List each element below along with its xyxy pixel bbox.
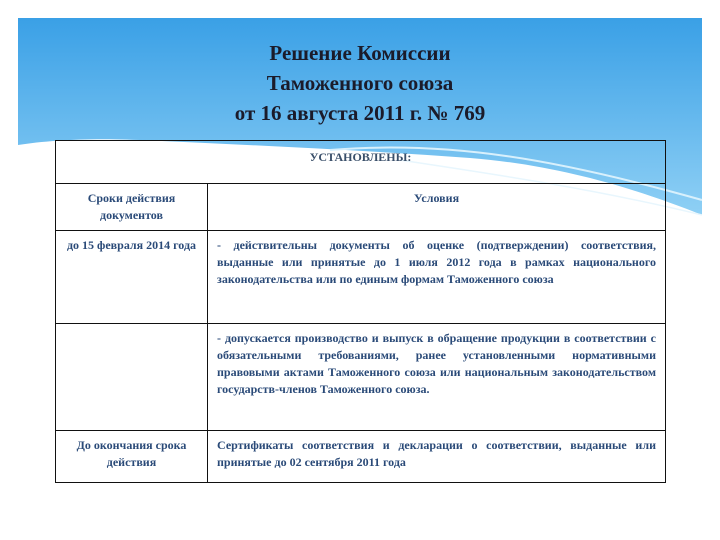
table-row	[56, 431, 666, 483]
column-header: Условия	[208, 184, 666, 231]
title-line: от 16 августа 2011 г. № 769	[234, 101, 486, 125]
column-header: Сроки действия документов	[56, 184, 208, 231]
condition-cell: Сертификаты соответствия и декларации о соответствии, выданные или принятые до 02 сентября 2011 года	[208, 431, 666, 483]
table-row	[56, 324, 666, 431]
term-cell	[56, 324, 208, 431]
term-cell: До окончания срока действия	[56, 431, 208, 483]
table-row	[56, 231, 666, 324]
regulations-table	[55, 140, 666, 483]
title-line: Решение Комиссии	[269, 41, 451, 65]
table-caption: УСТАНОВЛЕНЫ:	[56, 141, 666, 184]
title-line: Таможенного союза	[266, 71, 454, 95]
page-title	[0, 38, 720, 128]
condition-cell: - действительны документы об оценке (подтверждении) соответствия, выданные или принятые до 1 июля 2012 года в рамках национального законодательства или по единым формам Таможенного союза	[208, 231, 666, 324]
term-cell: до 15 февраля 2014 года	[56, 231, 208, 324]
condition-cell: - допускается производство и выпуск в обращение продукции в соответствии с обязательными требованиями, ранее установленными нормативными правовыми актами Таможенного союза или национальным законодательством государств-членов Таможенного союза.	[208, 324, 666, 431]
